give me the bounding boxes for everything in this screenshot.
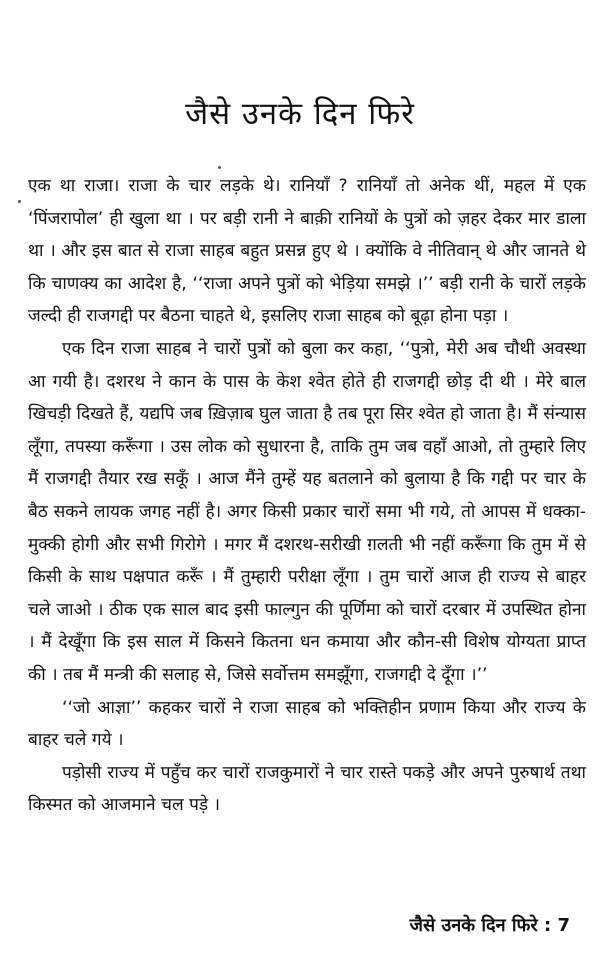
paragraph-3: ‘‘जो आज्ञा’’ कहकर चारों ने राजा साहब को भक्तिहीन प्रणाम किया और राज्य के बाहर चले गये । xyxy=(28,697,586,751)
chapter-title: जैसे उनके दिन फिरे xyxy=(185,96,415,132)
paragraph-4: पड़ोसी राज्य में पहुँच कर चारों राजकुमारों ने चार रास्ते पकड़े और अपने पुरुषार्थ तथा किस्मत को आजमाने चल पड़े । xyxy=(28,762,586,816)
paragraph-2: एक दिन राजा साहब ने चारों पुत्रों को बुला कर कहा, ‘‘पुत्रो, मेरी अब चौथी अवस्था आ गयी है। दशरथ ने कान के पास के केश श्वेत होते ही राजगद्दी छोड़ दी थी । मेरे बाल खिचड़ी दिखते हैं, यद्यपि जब ख़िज़ाब घुल जाता है तब पूरा सिर श्वेत हो जाता है। मैं संन्यास लूँगा, तपस्या करूँगा । उस लोक को सुधारना है, ताकि तुम जब वहाँ आओ, तो तुम्हारे लिए मैं राजगद्दी तैयार रख सकूँ । आज मैंने तुम्हें यह बतलाने को बुलाया है कि गद्दी पर चार के बैठ सकने लायक जगह नहीं है। अगर किसी प्रकार चारों समा भी गये, तो आपस में धक्का-मुक्की होगी और सभी गिरोगे । मगर मैं दशरथ-सरीखी ग़लती भी नहीं करूँगा कि तुम में से किसी के साथ पक्षपात करूँ । मैं तुम्हारी परीक्षा लूँगा । तुम चारों आज ही राज्य से बाहर चले जाओ । ठीक एक साल बाद इसी फाल्गुन की पूर्णिमा को चारों दरबार में उपस्थित होना । मैं देखूँगा कि इस साल में किसने कितना धन कमाया और कौन-सी विशेष योग्यता प्राप्त की । तब मैं मन्त्री की सलाह से, जिसे सर्वोत्तम समझूँगा, राजगद्दी दे दूँगा ।’’ xyxy=(28,338,586,685)
running-footer: जैसे उनके दिन फिरे : 7 xyxy=(409,915,570,936)
speck-mark xyxy=(218,166,221,169)
paragraph-1: एक था राजा। राजा के चार लड़के थे। रानियाँ ? रानियाँ तो अनेक थीं, महल में एक ‘पिंजरापोल’ ही खुला था । पर बड़ी रानी ने बाक़ी रानियों के पुत्रों को ज़हर देकर मार डाला था । और इस बात से राजा साहब बहुत प्रसन्न हुए थे । क्योंकि वे नीतिवान् थे और जानते थे कि चाणक्य का आदेश है, ‘‘राजा अपने पुत्रों को भेड़िया समझे ।’’ बड़ी रानी के चारों लड़के जल्दी ही राजगद्दी पर बैठना चाहते थे, इसलिए राजा साहब को बूढ़ा होना पड़ा । xyxy=(28,176,586,327)
chapter-body xyxy=(28,170,586,822)
speck-mark xyxy=(18,200,21,203)
